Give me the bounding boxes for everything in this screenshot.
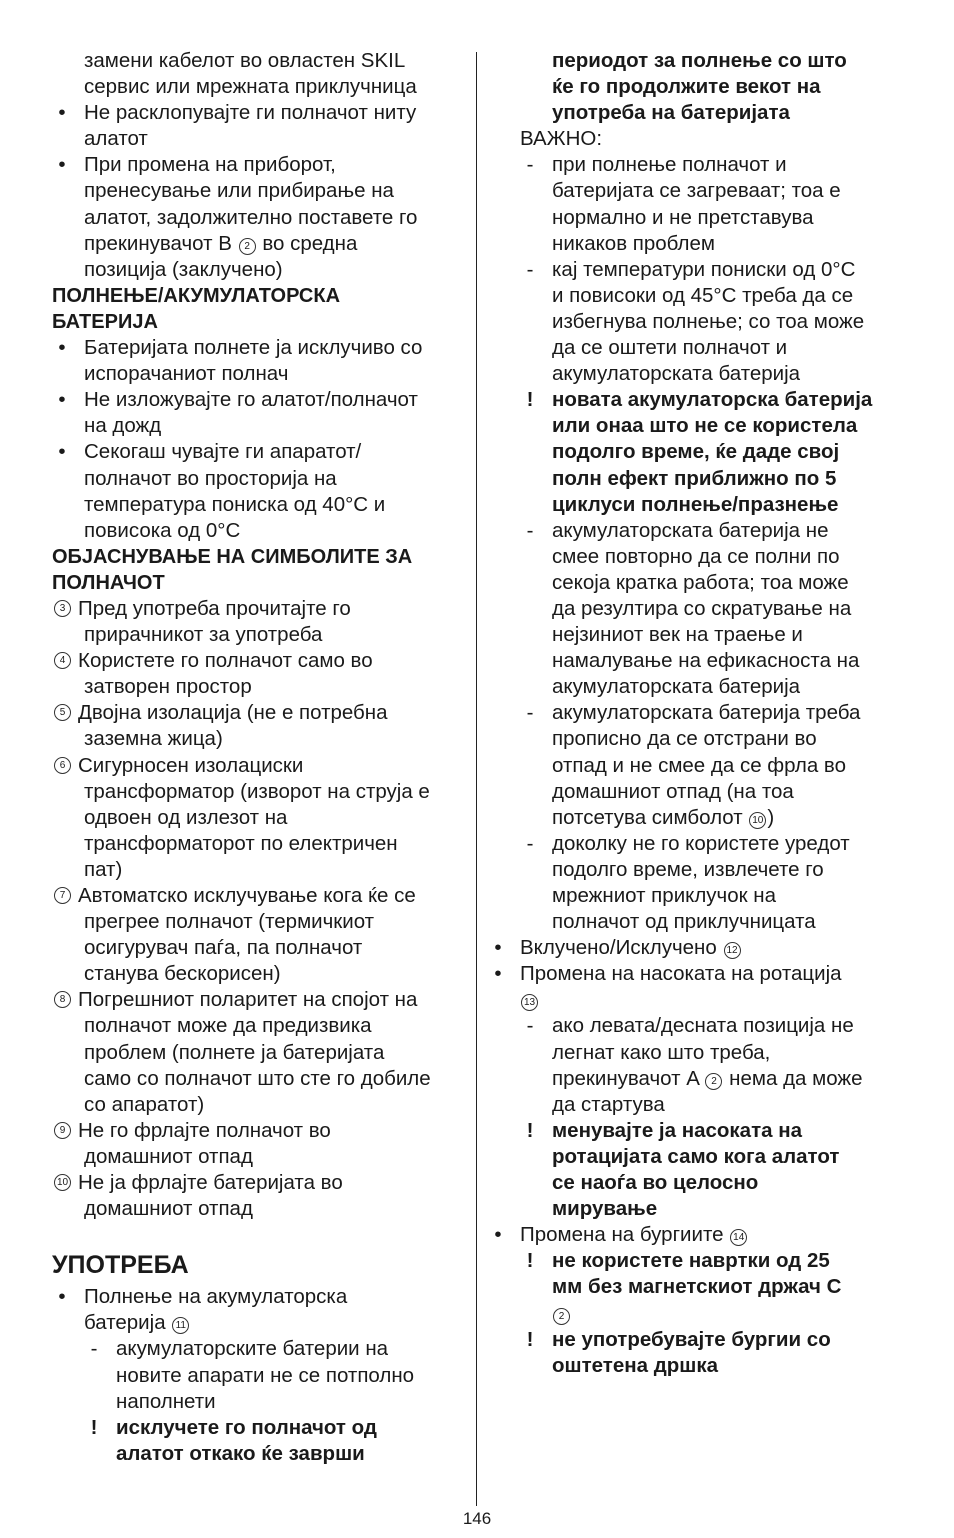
dash-item [520, 152, 905, 256]
text-line: никаков проблем [552, 231, 715, 255]
dash-marker: - [526, 257, 534, 281]
dash-marker: - [526, 1014, 534, 1038]
warning-item [84, 1415, 470, 1467]
left-column [52, 48, 470, 1467]
exclamation-marker: ! [90, 1415, 98, 1439]
ref-number-badge: 4 [54, 652, 71, 669]
dash-item [520, 1013, 905, 1117]
symbols-list [52, 596, 470, 1222]
text-line: новите апарати не се потполно [116, 1363, 415, 1387]
text-line: осигурувач паѓа, па полначот [84, 936, 363, 960]
text-line: исклучете го полначот од [116, 1415, 377, 1439]
bullet-marker: • [58, 1285, 66, 1309]
text-line: циклуси полнење/празнење [552, 492, 839, 516]
text-line: не користете навртки од 25 [552, 1249, 830, 1273]
bullet-marker: • [58, 388, 66, 412]
text-line: прирачникот за употреба [84, 623, 323, 647]
text-line [84, 1310, 470, 1336]
text-line: секоја кратка работа; тоа може [552, 570, 849, 594]
symbol-item [52, 987, 470, 1117]
text-line: менувајте ја насоката на [552, 1118, 802, 1142]
text-line: домашниот отпад [84, 1144, 253, 1168]
dash-marker: - [526, 701, 534, 725]
ref-number-badge: 7 [54, 887, 71, 904]
heading-line: БАТЕРИЈА [52, 310, 158, 333]
heading-line: ОБЈАСНУВАЊЕ НА СИМБОЛИТЕ ЗА [52, 545, 413, 568]
bullet-item [488, 1222, 905, 1248]
text-span: прекинувачот A [552, 1066, 699, 1090]
bullet-marker: • [494, 962, 502, 986]
ref-number-badge: 6 [54, 757, 71, 774]
text-line: ако левата/десната позиција не [552, 1014, 854, 1038]
text-line: алатот откако ќе заврши [116, 1441, 365, 1465]
text-line: и повисоки од 45°C треба да се [552, 283, 854, 307]
text-line: заземна жица) [84, 727, 223, 751]
text-line: употреба на батеријата [552, 101, 790, 125]
text-span: нема да може [729, 1066, 863, 1090]
text-line: сервис или мрежната приклучница [84, 75, 417, 99]
text-line: подолго време, извлечете го [552, 857, 824, 881]
ref-number-badge: 12 [724, 942, 741, 959]
text-line: мм без магнетскиот држач C [552, 1275, 842, 1299]
text-line: полначот може да предизвика [84, 1014, 372, 1038]
text-line: Користете го полначот само во [78, 649, 373, 673]
text-line: позиција (заклучено) [84, 257, 283, 281]
text-line: само со полначот што сте го добиле [84, 1066, 431, 1090]
ref-number-badge: 8 [54, 991, 71, 1008]
bullet-item [488, 935, 905, 961]
symbol-number [53, 600, 72, 626]
text-line: легнат како што треба, [552, 1040, 771, 1064]
ref-number-badge: 2 [239, 238, 256, 255]
bullet-item [488, 961, 905, 1013]
text-line: новата акумулаторска батерија [552, 388, 873, 412]
section-heading-symbols [52, 544, 470, 596]
text-line: При промена на приборот, [84, 153, 336, 177]
warning-item [520, 1248, 905, 1326]
ref-number-badge: 10 [749, 812, 766, 829]
text-line: акумулаторската батерија не [552, 518, 829, 542]
text-line: се наоѓа во целосно [552, 1171, 759, 1195]
text-line: Не расклопувајте ги полначот ниту [84, 101, 417, 125]
ref-number-badge: 3 [54, 600, 71, 617]
bullet-marker: • [494, 936, 502, 960]
text-line: трансформаторот по електричен [84, 831, 398, 855]
page-number: 146 [462, 1509, 492, 1528]
text-line: мирување [552, 1197, 658, 1221]
text-line: одвоен од излезот на [84, 805, 288, 829]
text-line [520, 987, 905, 1013]
symbol-item [52, 700, 470, 752]
bullet-item [52, 335, 470, 387]
text-line: со апаратот) [84, 1092, 205, 1116]
ref-number-badge: 2 [705, 1073, 722, 1090]
symbol-number [53, 991, 72, 1017]
text-line: Батеријата полнете ја исклучиво со [84, 336, 423, 360]
text-line: потсетува симболот 10 ) [552, 805, 775, 829]
text-line: Не ја фрлајте батеријата во [78, 1171, 343, 1195]
text-span: во средна [262, 231, 358, 255]
exclamation-marker: ! [526, 388, 534, 412]
ref-number-badge: 9 [54, 1122, 71, 1139]
ref-number-badge: 13 [521, 994, 538, 1011]
bullet-marker: • [58, 153, 66, 177]
text-line: Двојна изолација (не е потребна [78, 701, 388, 725]
text-line: домашниот отпад [84, 1197, 253, 1221]
symbol-item [52, 753, 470, 883]
symbol-item [52, 1118, 470, 1170]
text-line: ротацијата само кога алатот [552, 1144, 840, 1168]
text-line: нормално и не претставува [552, 205, 814, 229]
text-line: доколку не го користете уредот [552, 831, 850, 855]
text-line: домашниот отпад (на тоа [552, 779, 794, 803]
text-line: полначот во просторија на [84, 466, 337, 490]
text-line: замени кабелот во овластен SKIL [84, 49, 406, 72]
text-line: пат) [84, 857, 123, 881]
symbol-number [53, 1122, 72, 1148]
dash-item [520, 831, 905, 935]
text-line: Погрешниот поларитет на спојот на [78, 988, 418, 1012]
warning-item [520, 1118, 905, 1222]
text-line: полначот од приклучницата [552, 910, 816, 934]
text-line: акумулаторската батерија [552, 675, 801, 699]
text-span: потсетува симболот [552, 805, 743, 829]
warning-item [520, 387, 905, 517]
text-line: оштетена дршка [552, 1353, 718, 1377]
dash-item [84, 1336, 470, 1414]
text-line: нејзиниот век на траење и [552, 623, 803, 647]
symbol-item [52, 1170, 470, 1222]
text-line: Секогаш чувајте ги апаратот/ [84, 440, 362, 464]
symbol-item [52, 648, 470, 700]
text-line: подолго време, ќе даде свој [552, 440, 840, 464]
symbol-number [53, 887, 72, 913]
text-line: затворен простор [84, 675, 252, 699]
text-line: испорачаниот полнач [84, 362, 289, 386]
bullet-item [52, 100, 470, 152]
bullet-marker: • [494, 1223, 502, 1247]
ref-number-badge: 2 [553, 1308, 570, 1325]
text-line: смее повторно да се полни по [552, 544, 840, 568]
section-heading-charging [52, 283, 470, 335]
text-line [552, 1301, 905, 1327]
text-line: полн ефект приближно по 5 [552, 466, 837, 490]
ref-number-badge: 10 [54, 1174, 71, 1191]
text-line: или онаа што не се користела [552, 414, 858, 438]
ref-number-badge: 11 [172, 1317, 189, 1334]
bullet-marker: • [58, 440, 66, 464]
ref-number-badge: 14 [730, 1229, 747, 1246]
symbol-item [52, 883, 470, 987]
text-line: алатот [84, 127, 148, 151]
text-line: мрежниот приклучок на [552, 884, 777, 907]
bullet-item [52, 387, 470, 439]
symbol-item [52, 596, 470, 648]
important-label: ВАЖНО: [520, 127, 603, 151]
symbol-number [53, 704, 72, 730]
text-line: алатот, задолжително поставете го [84, 205, 418, 229]
text-line: не употребувајте бургии со [552, 1327, 831, 1351]
right-column [494, 48, 905, 1379]
text-line: да се оштети полначот и [552, 336, 788, 360]
text-span: прекинувачот B [84, 231, 232, 255]
text-line: акумулаторската батерија [552, 362, 801, 386]
text-line: кај температури пониски од 0°C [552, 257, 856, 281]
symbol-number [53, 1174, 72, 1200]
text-line: намалување на ефикасноста на [552, 649, 860, 673]
text-line: Пред употреба прочитајте го [78, 596, 351, 620]
text-line: батеријата се загреваат; тоа е [552, 179, 841, 203]
exclamation-marker: ! [526, 1327, 534, 1351]
bullet-item [52, 1284, 470, 1336]
section-heading-use: УПОТРЕБА [52, 1251, 189, 1280]
text-line: акумулаторската батерија треба [552, 701, 861, 725]
text-line: трансформатор (изворот на струја е [84, 779, 430, 803]
text-line: Полнење на акумулаторска [84, 1285, 348, 1309]
text-line [552, 1066, 905, 1092]
dash-marker: - [526, 518, 534, 542]
text-line: Промена на насоката на ротација [520, 962, 842, 986]
text-line: ќе го продолжите векот на [552, 75, 821, 99]
text-line: пренесување или прибирање на [84, 179, 394, 203]
text-line: да резултира со скратување на [552, 596, 852, 620]
dash-item [520, 257, 905, 387]
dash-item [520, 518, 905, 701]
text-line: станува бескорисен) [84, 962, 281, 986]
dash-marker: - [526, 153, 534, 177]
bullet-item [52, 439, 470, 543]
bullet-item [52, 152, 470, 282]
text-line: Не изложувајте го алатот/полначот [84, 388, 418, 412]
text-line: Не го фрлајте полначот во [78, 1118, 331, 1142]
exclamation-marker: ! [526, 1249, 534, 1273]
warning-continuation [520, 48, 905, 126]
text-line: Сигурносен изолациски [78, 753, 304, 777]
heading-line: ПОЛНЕЊЕ/АКУМУЛАТОРСКА [52, 284, 341, 307]
bullet-marker: • [58, 101, 66, 125]
text-line: избегнува полнење; со тоа може [552, 309, 865, 333]
text-line: отпад и не смее да се фрла во [552, 753, 846, 777]
text-span: батерија [84, 1311, 166, 1335]
ref-number-badge: 5 [54, 704, 71, 721]
text-line [84, 231, 470, 257]
dash-marker: - [526, 831, 534, 855]
warning-item [520, 1327, 905, 1379]
text-line [520, 1222, 905, 1248]
dash-marker: - [90, 1337, 98, 1361]
symbol-number [53, 757, 72, 783]
symbol-number [53, 652, 72, 678]
bullet-marker: • [58, 336, 66, 360]
exclamation-marker: ! [526, 1118, 534, 1142]
text-line: наполнети [116, 1389, 216, 1413]
column-divider [476, 52, 477, 1506]
text-line: повисока од 0°C [84, 518, 241, 542]
text-span: Вклучено/Исклучено [520, 936, 717, 960]
heading-line: ПОЛНАЧОТ [52, 571, 165, 594]
text-line [520, 935, 905, 961]
text-line: периодот за полнење со што [552, 49, 847, 72]
text-line: прегрее полначот (термичкиот [84, 910, 375, 934]
text-line: прописно да се отстрани во [552, 727, 817, 751]
text-line: на дожд [84, 414, 162, 438]
text-span: Промена на бургиите [520, 1223, 724, 1247]
text-line: проблем (полнете ја батеријата [84, 1040, 385, 1064]
text-block [52, 48, 470, 100]
dash-item [520, 700, 905, 830]
text-line: при полнење полначот и [552, 153, 787, 177]
text-line: Автоматско исклучување кога ќе се [78, 884, 416, 907]
text-line: да стартува [552, 1092, 665, 1116]
text-line: акумулаторските батерии на [116, 1337, 389, 1361]
text-line: температура пониска од 40°C и [84, 492, 386, 516]
